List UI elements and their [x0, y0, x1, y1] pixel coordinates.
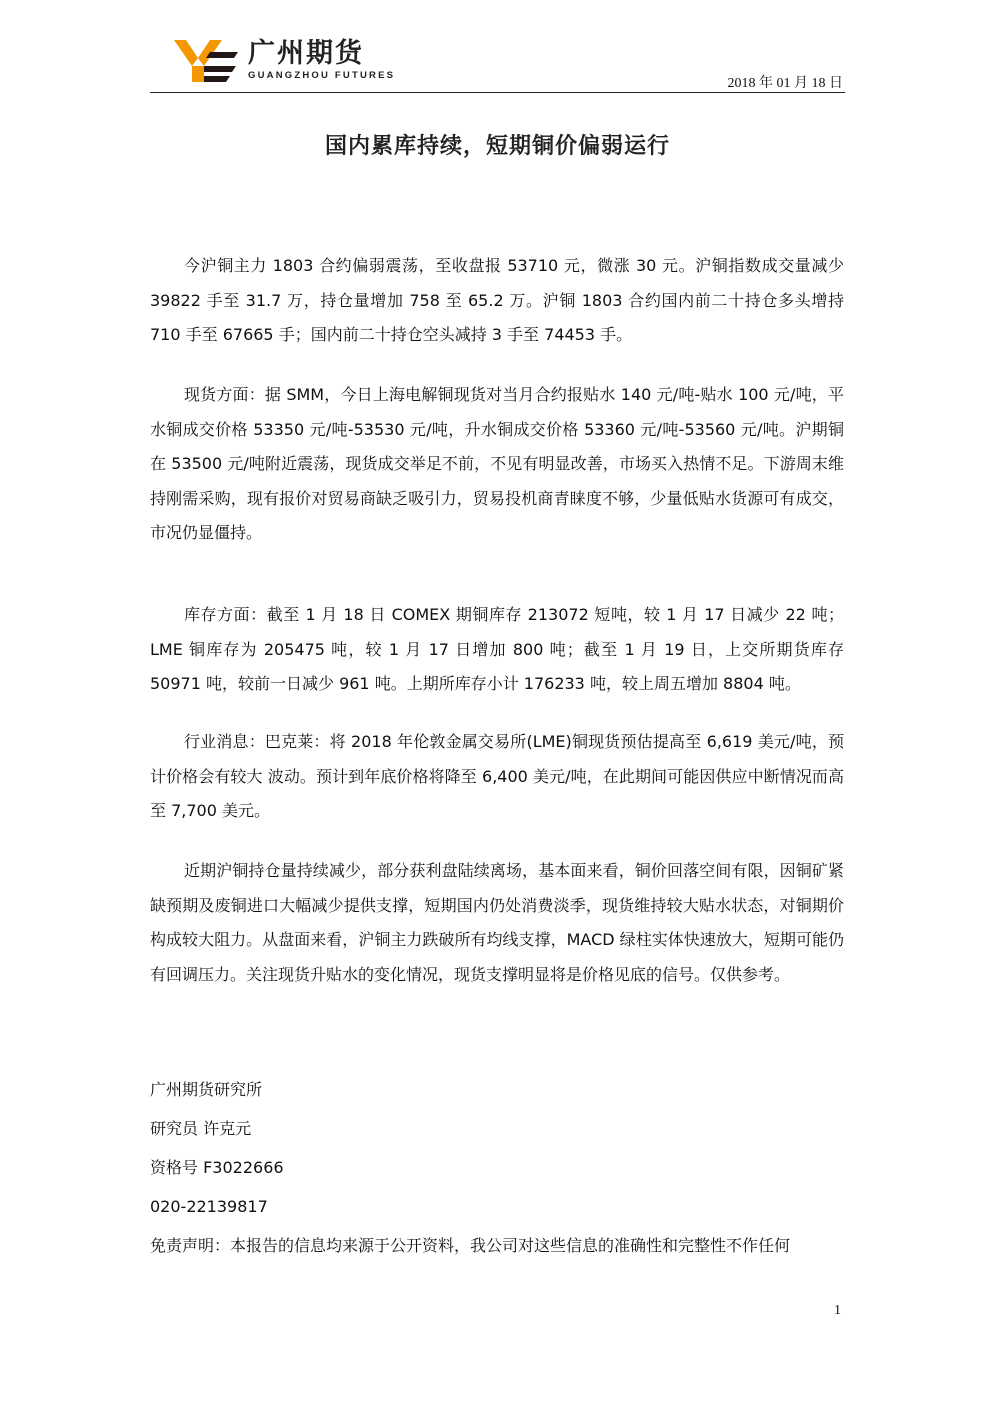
paragraph-inventory: 库存方面：截至 1 月 18 日 COMEX 期铜库存 213072 短吨，较 1 月 17 日减少 22 吨；LME 铜库存为 205475 吨，较 1 月 17 日增加 800 吨；截至 1 月 19 日，上交所期货库存 50971 吨，较前一日减少 961 吨。上期所库存小计 176233 吨，较上周五增加 8804 吨。: [150, 605, 844, 693]
paragraph-outlook: 近期沪铜持仓量持续减少，部分获利盘陆续离场，基本面来看，铜价回落空间有限，因铜矿紧缺预期及废铜进口大幅减少提供支撑，短期国内仍处消费淡季，现货维持较大贴水状态，对铜期价构成较大阻力。从盘面来看，沪铜主力跌破所有均线支撑，MACD 绿柱实体快速放大，短期可能仍有回调压力。关注现货升贴水的变化情况，现货支撑明显将是价格见底的信号。仅供参考。: [150, 861, 844, 984]
paragraph-industry-news: 行业消息：巴克莱：将 2018 年伦敦金属交易所(LME)铜现货预估提高至 6,619 美元/吨，预计价格会有较大 波动。预计到年底价格将降至 6,400 美元/吨，在此期间可能因供应中断情况而高至 7,700 美元。: [150, 732, 844, 820]
signature-phone: 020-22139817: [150, 1197, 268, 1216]
document-header: [150, 36, 845, 92]
page-number: 1: [834, 1303, 841, 1318]
brand-name-en: GUANGZHOU FUTURES: [248, 70, 396, 81]
report-date: 2018 年 01 月 18 日: [727, 76, 843, 91]
paragraph-market-summary: 今沪铜主力 1803 合约偏弱震荡，至收盘报 53710 元，微涨 30 元。沪铜指数成交量减少 39822 手至 31.7 万，持仓量增加 758 至 65.2 万。沪铜 1803 合约国内前二十持仓多头增持 710 手至 67665 手；国内前二十持仓空头减持 3 手至 74453 手。: [150, 256, 844, 344]
paragraph-spot: 现货方面：据 SMM，今日上海电解铜现货对当月合约报贴水 140 元/吨-贴水 100 元/吨，平水铜成交价格 53350 元/吨-53530 元/吨，升水铜成交价格 53360 元/吨-53560 元/吨。沪期铜在 53500 元/吨附近震荡，现货成交举足不前，不见有明显改善，市场买入热情不足。下游周末维持刚需采购，现有报价对贸易商缺乏吸引力，贸易投机商青睐度不够，少量低贴水货源可有成交，市况仍显僵持。: [150, 385, 844, 542]
disclaimer: 免责声明：本报告的信息均来源于公开资料，我公司对这些信息的准确性和完整性不作任何: [150, 1236, 791, 1255]
signature-license: 资格号 F3022666: [150, 1158, 284, 1177]
guangzhou-futures-logo-icon: [174, 38, 238, 84]
header-divider: [150, 92, 845, 93]
report-title: 国内累库持续，短期铜价偏弱运行: [324, 134, 670, 159]
signature-researcher: 研究员 许克元: [150, 1119, 252, 1138]
signature-institute: 广州期货研究所: [150, 1080, 263, 1099]
brand-name-cn: 广州期货: [248, 38, 364, 69]
